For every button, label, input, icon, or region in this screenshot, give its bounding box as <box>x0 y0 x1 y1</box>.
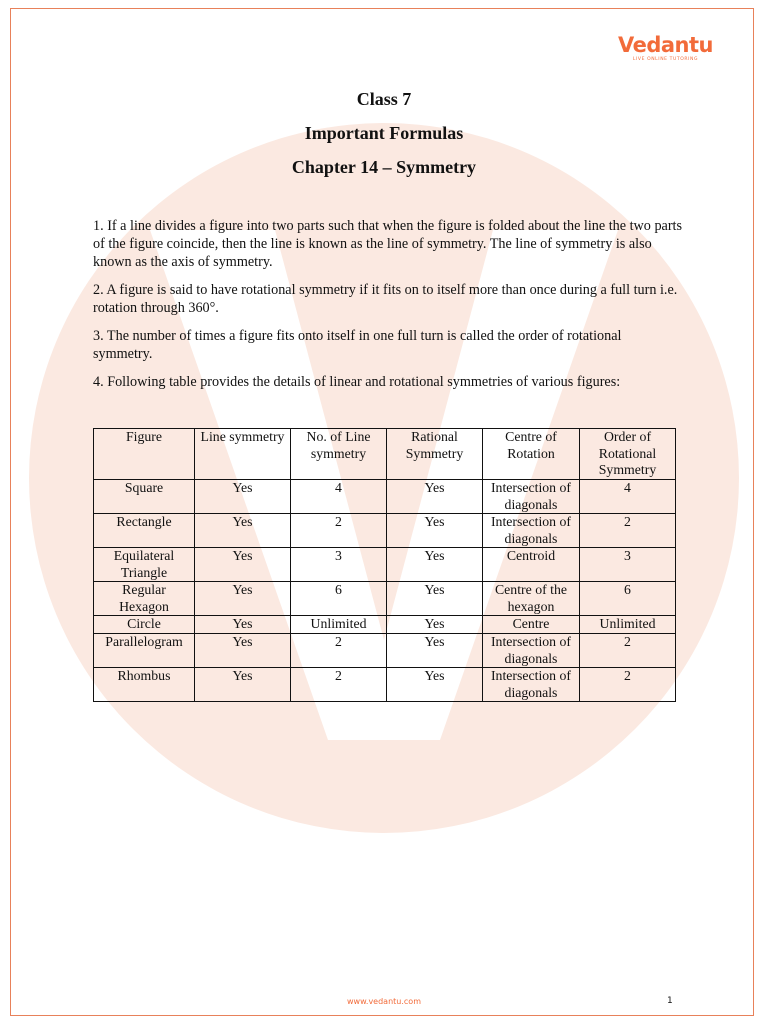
table-header: Rational Symmetry <box>387 429 483 480</box>
table-cell: Circle <box>94 616 195 634</box>
page-number: 1 <box>667 996 673 1006</box>
table-cell: Yes <box>387 514 483 548</box>
table-cell: Rhombus <box>94 668 195 702</box>
table-cell: Parallelogram <box>94 634 195 668</box>
table-row <box>94 514 676 548</box>
table-header: Figure <box>94 429 195 480</box>
table-cell: Yes <box>387 582 483 616</box>
logo-wordmark: Vedantu <box>618 33 713 57</box>
footer-url-link[interactable]: www.vedantu.com <box>347 997 421 1006</box>
vedantu-logo <box>618 33 713 62</box>
table-cell: 2 <box>291 514 387 548</box>
table-cell: Yes <box>387 616 483 634</box>
table-cell: 2 <box>580 668 676 702</box>
table-cell: Intersection of diagonals <box>483 668 580 702</box>
class-heading: Class 7 <box>356 89 412 109</box>
table-cell: Unlimited <box>580 616 676 634</box>
table-cell: Yes <box>195 514 291 548</box>
table-cell: Intersection of diagonals <box>483 634 580 668</box>
table-cell: Centroid <box>483 548 580 582</box>
table-header: Centre of Rotation <box>483 429 580 480</box>
table-cell: Square <box>94 480 195 514</box>
table-cell: 6 <box>291 582 387 616</box>
paragraph-3: 3. The number of times a figure fits onto itself in one full turn is called the order of rotational symmetry. <box>93 328 622 362</box>
table-cell: 4 <box>580 480 676 514</box>
table-cell: Intersection of diagonals <box>483 480 580 514</box>
table-cell: Intersection of diagonals <box>483 514 580 548</box>
symmetry-table <box>93 428 676 702</box>
table-row <box>94 616 676 634</box>
table-cell: Yes <box>195 616 291 634</box>
table-cell: Yes <box>195 480 291 514</box>
table-row <box>94 582 676 616</box>
table-cell: 2 <box>291 668 387 702</box>
table-cell: Yes <box>387 548 483 582</box>
table-cell: Yes <box>195 582 291 616</box>
logo-tagline: LIVE ONLINE TUTORING <box>632 57 699 62</box>
table-cell: Regular Hexagon <box>94 582 195 616</box>
table-header: Order of Rotational Symmetry <box>580 429 676 480</box>
table-cell: Equilateral Triangle <box>94 548 195 582</box>
table-row <box>94 548 676 582</box>
table-cell: Centre of the hexagon <box>483 582 580 616</box>
table-cell: Unlimited <box>291 616 387 634</box>
table-header: No. of Line symmetry <box>291 429 387 480</box>
table-header: Line symmetry <box>195 429 291 480</box>
table-row <box>94 668 676 702</box>
table-cell: Yes <box>387 668 483 702</box>
table-header-row <box>94 429 676 480</box>
chapter-heading: Chapter 14 – Symmetry <box>291 157 477 177</box>
table-cell: Yes <box>387 634 483 668</box>
paragraph-2: 2. A figure is said to have rotational symmetry if it fits on to itself more than once during a full turn i.e. rotation through 360°. <box>93 282 678 316</box>
table-cell: Yes <box>387 480 483 514</box>
table-row <box>94 634 676 668</box>
table-cell: Centre <box>483 616 580 634</box>
table-cell: 3 <box>580 548 676 582</box>
title-heading: Important Formulas <box>304 123 464 143</box>
table-row <box>94 480 676 514</box>
table-cell: 2 <box>580 634 676 668</box>
table-cell: 6 <box>580 582 676 616</box>
table-cell: 3 <box>291 548 387 582</box>
table-cell: 4 <box>291 480 387 514</box>
table-cell: 2 <box>291 634 387 668</box>
table-cell: Yes <box>195 668 291 702</box>
table-cell: 2 <box>580 514 676 548</box>
table-cell: Yes <box>195 634 291 668</box>
paragraph-1: 1. If a line divides a figure into two parts such that when the figure is folded about the line the two parts of the figure coincide, then the line is known as the line of symmetry. The line of symmetry is also known as the axis of symmetry. <box>93 218 683 270</box>
table-cell: Rectangle <box>94 514 195 548</box>
paragraph-4: 4. Following table provides the details of linear and rotational symmetries of various figures: <box>93 374 621 390</box>
table-cell: Yes <box>195 548 291 582</box>
